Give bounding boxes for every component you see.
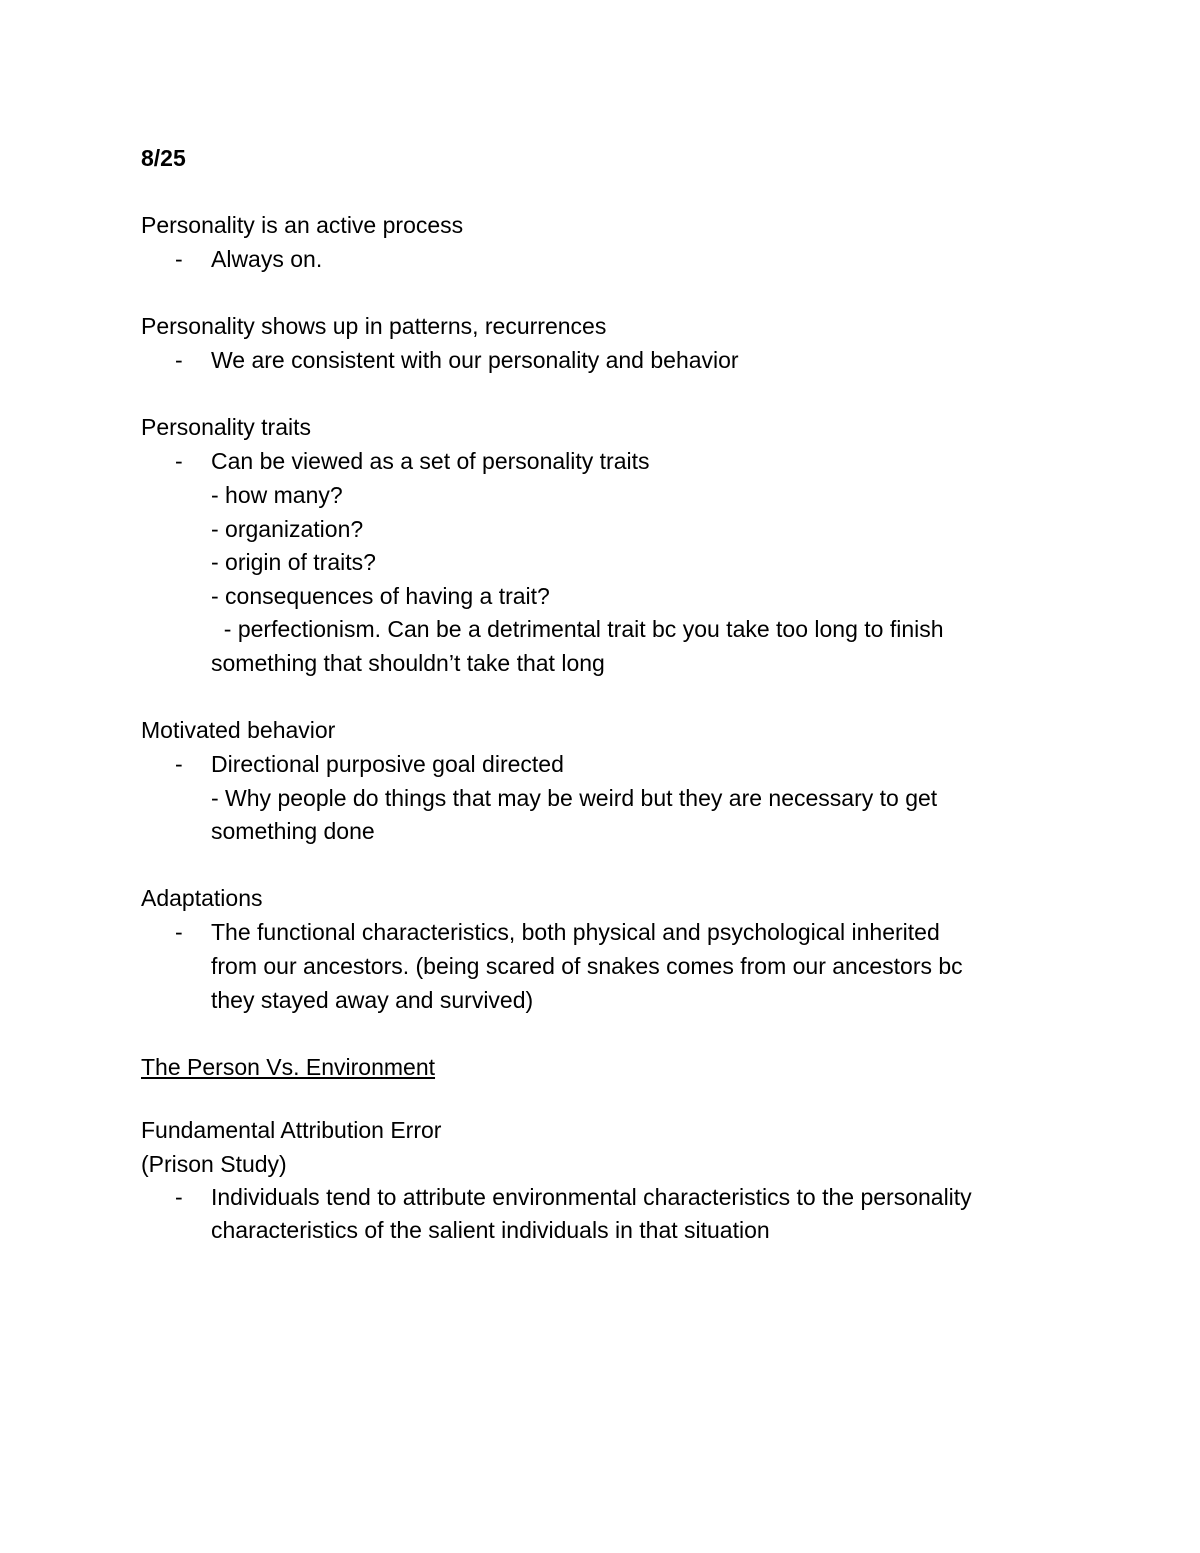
sub-item: - consequences of having a trait? — [211, 583, 550, 609]
bullet-text: characteristics of the salient individuals in that situation — [211, 1217, 770, 1243]
bullet-dash: - — [175, 448, 183, 474]
sub-item: - perfectionism. Can be a detrimental trait bc you take too long to finish — [211, 616, 944, 642]
bullet-text: they stayed away and survived) — [211, 987, 534, 1013]
bullet-text: The functional characteristics, both physical and psychological inherited — [211, 919, 940, 945]
section-heading: Personality traits — [141, 414, 312, 440]
bullet-dash: - — [175, 751, 183, 777]
sub-item: something that shouldn’t take that long — [211, 650, 605, 676]
section-subheading: (Prison Study) — [141, 1151, 287, 1177]
bullet-dash: - — [175, 347, 183, 373]
section-heading: Personality shows up in patterns, recurrences — [141, 313, 607, 339]
bullet-dash: - — [175, 246, 183, 272]
sub-item: - origin of traits? — [211, 549, 376, 575]
section-heading: Personality is an active process — [141, 212, 464, 238]
bullet-text: We are consistent with our personality and behavior — [211, 347, 739, 373]
bullet-text: Can be viewed as a set of personality traits — [211, 448, 650, 474]
section-heading: Motivated behavior — [141, 717, 336, 743]
bullet-text: Individuals tend to attribute environmental characteristics to the personality — [211, 1184, 972, 1210]
sub-item: - Why people do things that may be weird but they are necessary to get — [211, 785, 938, 811]
bullet-text: Always on. — [211, 246, 323, 272]
sub-item: something done — [211, 818, 375, 844]
section-heading: Fundamental Attribution Error — [141, 1117, 442, 1143]
section-heading: Adaptations — [141, 885, 263, 911]
date-heading: 8/25 — [141, 145, 186, 171]
bullet-text: from our ancestors. (being scared of snakes comes from our ancestors bc — [211, 953, 963, 979]
section-subtitle: The Person Vs. Environment — [141, 1054, 436, 1080]
sub-item: - organization? — [211, 516, 364, 542]
bullet-text: Directional purposive goal directed — [211, 751, 564, 777]
bullet-dash: - — [175, 919, 183, 945]
sub-item: - how many? — [211, 482, 343, 508]
bullet-dash: - — [175, 1184, 183, 1210]
